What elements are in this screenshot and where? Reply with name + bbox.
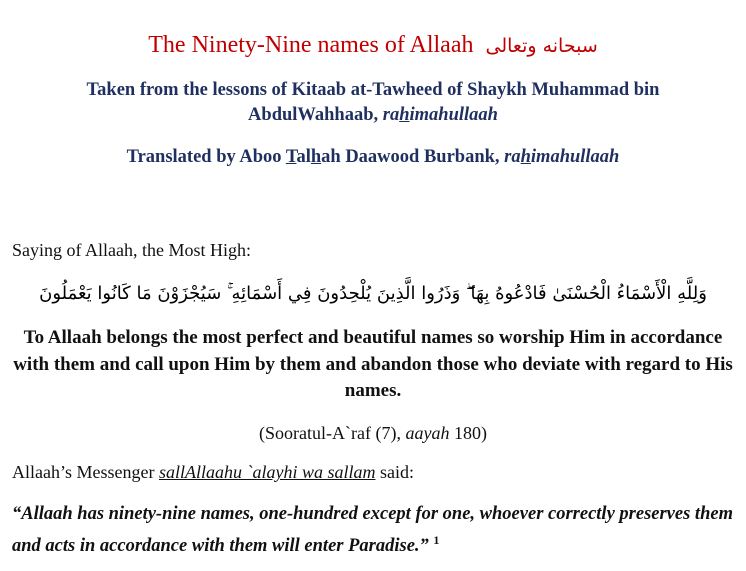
honorific: rahimahullaah <box>382 105 498 125</box>
ayah-arabic: وَلِلَّهِ الْأَسْمَاءُ الْحُسْنَىٰ فَادْعُوهُ بِهَا ۖ وَذَرُوا الَّذِينَ يُلْحِدُونَ فِي أَسْمَائِهِ ۚ سَيُجْزَوْنَ مَا كَانُوا يَعْمَلُونَ <box>39 283 707 304</box>
messenger-intro: Allaah’s Messenger sallAllaahu `alayhi wa sallam said: <box>12 462 414 482</box>
hadith-text: “Allaah has ninety-nine names, one-hundred except for one, whoever correctly preserves them and acts in accordance with them will enter Paradise.” $^1$ <box>12 504 733 557</box>
source-text: Taken from the lessons of Kitaab at-Tawheed of Shaykh Muhammad bin AbdulWahhaab, <box>86 80 660 125</box>
ayah-reference: (Sooratul-A`raf (7), aayah 180) <box>259 423 487 443</box>
title-english: The Ninety-Nine names of Allaah <box>148 32 474 58</box>
title-arabic: سبحانه وتعالى <box>485 35 598 57</box>
footnote-marker[interactable]: 1 <box>433 533 440 547</box>
translator-subtitle: Translated by Aboo Talhah Daawood Burbank, rahimahullaah <box>126 147 620 167</box>
page-title <box>0 30 746 61</box>
translator-prefix: Translated by Aboo <box>126 147 286 167</box>
saying-intro: Saying of Allaah, the Most High: <box>12 240 251 260</box>
ayah-translation: To Allaah belongs the most perfect and beautiful names so worship Him in accordance with them and call upon Him by them and abandon those who deviate with regard to His names. <box>13 327 733 401</box>
salawat: sallAllaahu `alayhi wa sallam <box>158 462 376 482</box>
source-subtitle <box>40 78 706 128</box>
honorific: rahimahullaah <box>504 147 620 167</box>
